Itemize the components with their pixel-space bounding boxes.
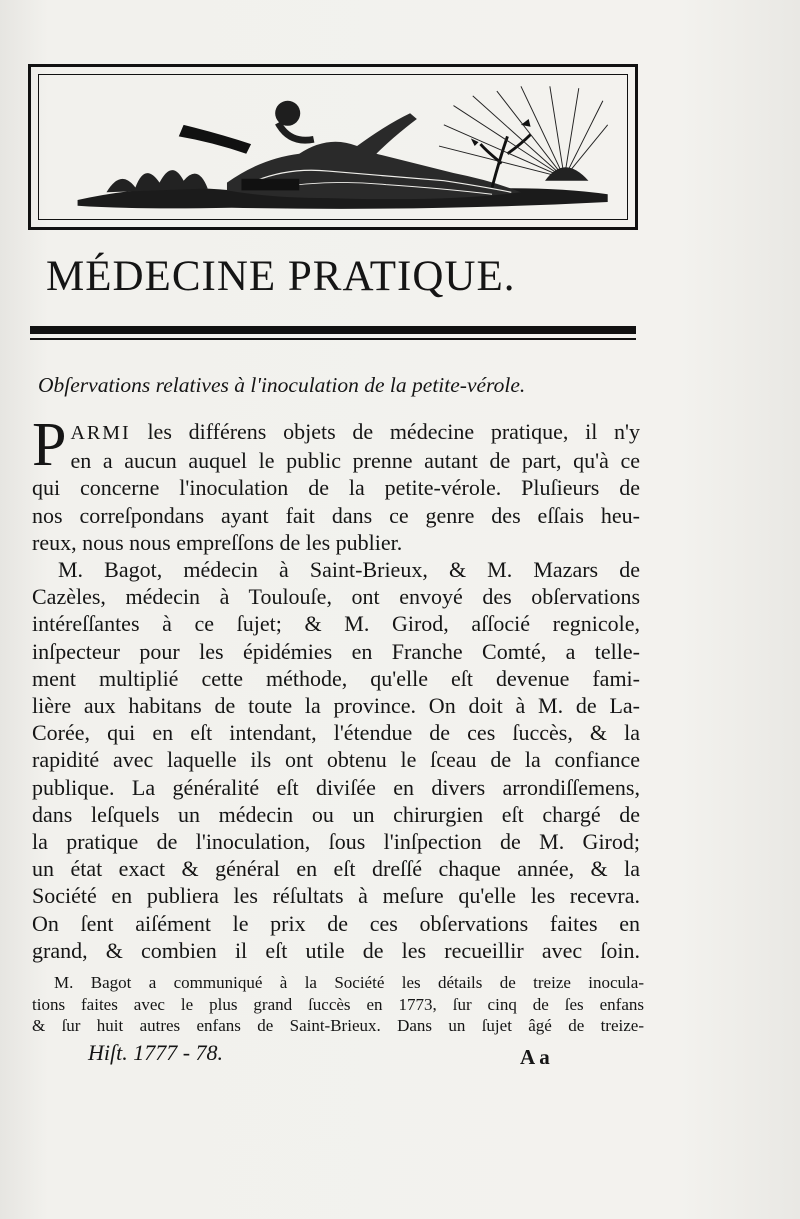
drop-cap: P	[32, 411, 67, 479]
text-line: lière aux habitans de toute la province. On doit à M. de La-	[32, 693, 640, 719]
footnote-line: & ſur huit autres enfans de Saint-Brieux. Dans un ſujet âgé de treize-	[32, 1016, 644, 1035]
text-line: rapidité avec laquelle ils ont obtenu le ſceau de la confiance	[32, 747, 640, 773]
text-line: la pratique de l'inoculation, ſous l'inſpection de M. Girod;	[32, 829, 640, 855]
title-rule-thin	[30, 338, 636, 340]
text-line: Corée, qui en eſt intendant, l'étendue de ces ſuccès, & la	[32, 720, 640, 746]
small-caps-word: ARMI	[70, 422, 131, 444]
text-line: en a aucun auquel le public prenne autant de part, qu'à ce	[70, 448, 640, 474]
text-line: intéreſſantes à ce ſujet; & M. Girod, aſſocié regnicole,	[32, 611, 640, 637]
article-body	[32, 411, 641, 964]
text-line: nos correſpondans ayant fait dans ce genre des eſſais heu-	[32, 502, 640, 528]
text-line: dans leſquels un médecin ou un chirurgien eſt chargé de	[32, 801, 640, 827]
paragraph-2	[32, 556, 640, 964]
text-line: grand, & combien il eſt utile de les recueillir avec ſoin.	[32, 937, 640, 963]
text-line: M. Bagot, médecin à Saint-Brieux, & M. Mazars de	[58, 557, 640, 583]
footnote-line: tions faites avec le plus grand ſuccès en 1773, ſur cinq de ſes enfans	[32, 994, 644, 1014]
reclining-figure-engraving-icon	[31, 67, 635, 227]
page-title: MÉDECINE PRATIQUE.	[46, 253, 516, 300]
text-line: publique. La généralité eſt diviſée en divers arrondiſſemens,	[32, 774, 640, 800]
text-line-last: reux, nous nous empreſſons de les publier.	[32, 529, 403, 555]
page-signature-left: Hiſt. 1777 - 78.	[88, 1040, 224, 1065]
text-line: qui concerne l'inoculation de la petite-vérole. Pluſieurs de	[32, 475, 640, 501]
article-subtitle: Obſervations relatives à l'inoculation de la petite-vérole.	[38, 373, 526, 397]
text-line	[32, 418, 640, 447]
text-line: On ſent aiſément le prix de ces obſervations faites en	[32, 910, 640, 936]
paragraph-1	[32, 411, 641, 556]
text-line: ment multiplié cette méthode, qu'elle eſt devenue fami-	[32, 665, 640, 691]
text-line: Cazèles, médecin à Toulouſe, ont envoyé des obſervations	[32, 584, 640, 610]
footnote	[32, 972, 644, 1037]
text-line: inſpecteur pour les épidémies en Franche Comté, a telle-	[32, 638, 640, 664]
headpiece-vignette	[28, 64, 638, 230]
title-rule-thick	[30, 326, 636, 334]
text-span: les différens objets de médecine pratique, il n'y	[147, 419, 641, 444]
text-line: Société en publiera les réſultats à meſure qu'elle les recevra.	[32, 883, 640, 909]
text-line: un état exact & général en eſt dreſſé chaque année, & la	[32, 856, 640, 882]
page-signature-mark: A a	[520, 1045, 550, 1069]
footnote-line: M. Bagot a communiqué à la Société les détails de treize inocula-	[54, 973, 644, 992]
